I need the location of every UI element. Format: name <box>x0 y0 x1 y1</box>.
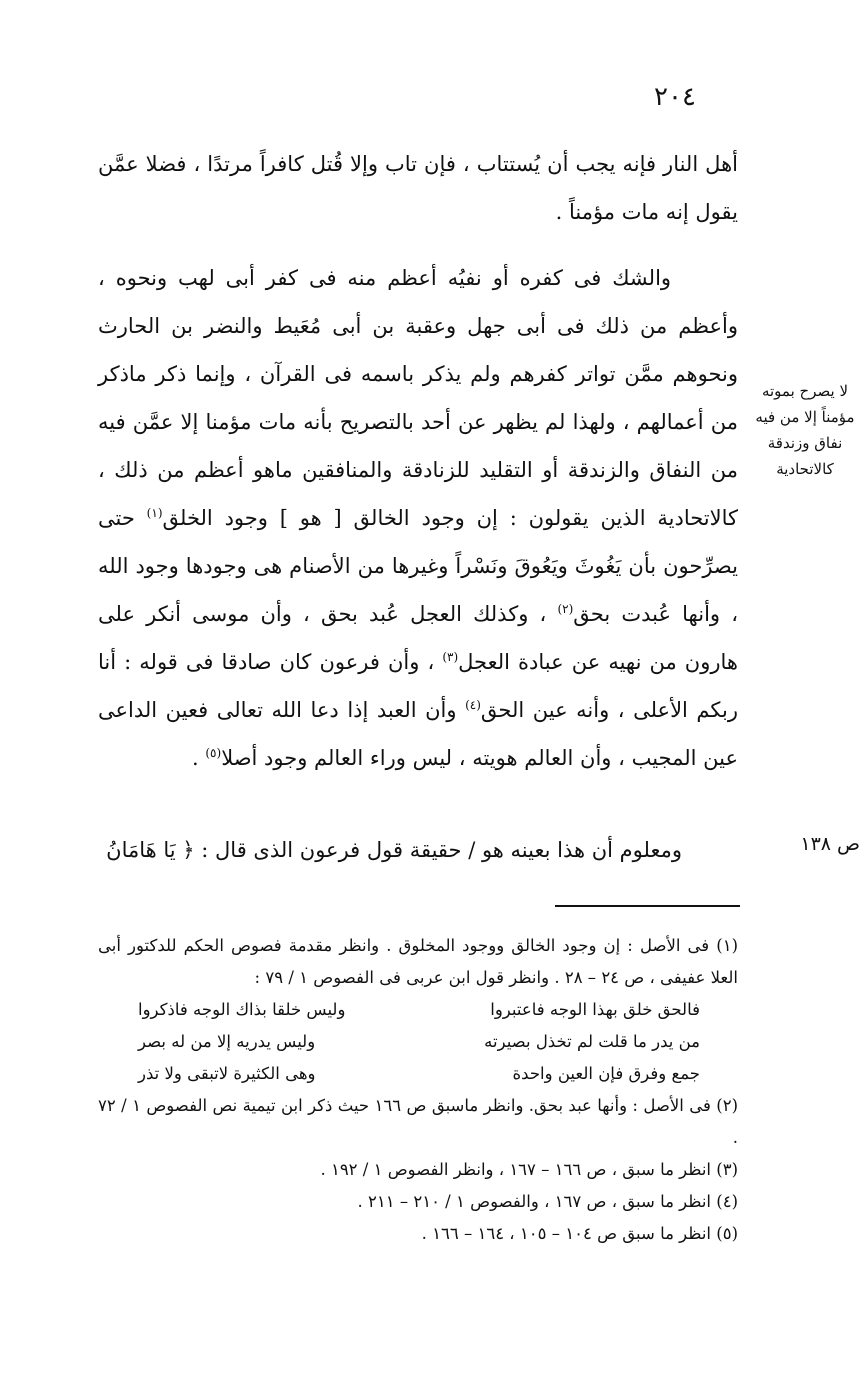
text-line: من ذلك فى أبى جهل وعقبة بن أبى مُعَيط والنضر بن الحارث ونحوهم ممَّن <box>98 314 738 386</box>
footnote-line: (٢) فى الأصل : وأنها عبد بحق. وانظر ماسبق ص ١٦٦ حيث ذكر ابن تيمية نص <box>212 1096 739 1115</box>
text-line: ونَسْراً وغيرها من الأصنام هى وجودها وجود الله ، وأنها عُبدت بحق <box>98 554 738 626</box>
footnote <box>98 930 738 994</box>
text-line: العجل <box>458 650 510 674</box>
footnote <box>98 1154 738 1186</box>
paragraph <box>98 140 738 236</box>
verse-line <box>98 1026 738 1058</box>
verse-hemistich: وليس خلقا بذاك الوجه فاذكروا <box>138 1000 346 1019</box>
main-text <box>98 140 738 782</box>
verse-hemistich: فالحق خلق بهذا الوجه فاعتبروا <box>490 1000 700 1019</box>
text-line: . <box>191 746 199 770</box>
text-line: أو التقليد للزنادقة والمنافقين ماهو أعظم من ذلك ، كالاتحادية الذين يقولون : <box>98 458 738 530</box>
margin-note-line: نفاق وزندقة <box>767 434 843 452</box>
page-number: ٢٠٤ <box>654 82 696 112</box>
text-line: وأن العبد إذا دعا الله تعالى فعين الداعى عين المجيب ، وأن العالم هويته ، ليس <box>98 698 738 770</box>
footnote-line: (٤) انظر ما سبق ، ص ١٦٧ ، والفصوص ١ / ٢١٠ – ٢١١ . <box>357 1192 738 1211</box>
margin-note-line: كالاتحادية <box>776 460 834 478</box>
footnote <box>98 1186 738 1218</box>
footnote-line: (١) فى الأصل : إن وجود الخالق ووجود المخلوق . وانظر مقدمة فصوص الحكم <box>183 936 738 955</box>
text-line: ، وأن فرعون كان صادقا فى قوله : أنا ربكم الأعلى ، وأنه عين الحق <box>98 650 738 722</box>
margin-note <box>750 378 860 482</box>
verse-hemistich: وهى الكثيرة لاتبقى ولا تذر <box>138 1064 316 1083</box>
footnote-ref: (٢) <box>557 602 574 616</box>
text-line: ومعلوم أن هذا بعينه هو / حقيقة قول فرعون الذى قال : ﴿ يَا هَامَانُ <box>106 838 682 862</box>
footnote-line: للدكتور أبى العلا عفيفى ، ص ٢٤ – ٢٨ . وانظر قول ابن عربى فى الفصوص ١ / ٧٩ : <box>98 936 738 987</box>
verse-line <box>98 1058 738 1090</box>
text-line: والشك فى كفره أو نفيُه أعظم منه فى كفر أبى لهب ونحوه ، وأعظم <box>98 266 738 338</box>
text-line: وراء العالم وجود أصلا <box>221 746 406 770</box>
paragraph <box>98 254 738 782</box>
text-line: تواتر كفرهم ولم يذكر باسمه فى القرآن ، وإنما ذكر ماذكر من أعمالهم ، ولهذا <box>98 362 738 434</box>
footnote-line: (٥) انظر ما سبق ص ١٠٤ – ١٠٥ ، ١٦٤ – ١٦٦ . <box>421 1224 738 1243</box>
footnote-ref: (٣) <box>442 650 459 664</box>
footnote-ref: (١) <box>146 506 163 520</box>
paragraph <box>98 826 738 874</box>
footnote-line: الفصوص ١ / ٧٢ . <box>98 1096 738 1147</box>
footnote <box>98 1218 738 1250</box>
verse-hemistich: جمع وفرق فإن العين واحدة <box>512 1064 700 1083</box>
text-line: يقول إنه مات مؤمناً . <box>555 200 738 224</box>
margin-note-line: لا يصرح بموته <box>761 382 849 400</box>
margin-note-line: مؤمناً إلا من فيه <box>755 408 855 426</box>
manuscript-page-marker: ص ١٣٨ <box>800 833 860 855</box>
footnote <box>98 1090 738 1154</box>
footnotes <box>98 930 738 1250</box>
text-line: لم يظهر عن أحد بالتصريح بأنه مات مؤمنا إلا عمَّن فيه من النفاق والزندقة <box>98 410 738 482</box>
text-line: إن وجود الخالق [ هو ] وجود الخلق <box>162 506 498 530</box>
footnote-line: (٣) انظر ما سبق ، ص ١٦٦ – ١٦٧ ، وانظر الفصوص ١ / ١٩٢ . <box>320 1160 738 1179</box>
verse-hemistich: من يدر ما قلت لم تخذل بصيرته <box>484 1032 700 1051</box>
text-line: وكذلك العجل عُبد بحق ، وأن موسى أنكر على هارون من نهيه عن عبادة <box>98 602 738 674</box>
text-line: أهل النار فإنه يجب أن يُستتاب ، فإن تاب وإلا قُتل كافراً مرتدًا ، فضلا عمَّن <box>98 152 738 176</box>
footnote-separator <box>555 905 740 907</box>
text-line: ، <box>539 602 547 626</box>
verse-hemistich: وليس يدريه إلا من له بصر <box>138 1032 316 1051</box>
footnote-ref: (٥) <box>205 746 222 760</box>
verse-line <box>98 994 738 1026</box>
footnote-ref: (٤) <box>465 698 481 712</box>
text-line: حتى يصرِّحون بأن يَغُوثَ ويَعُوقَ <box>98 506 738 578</box>
